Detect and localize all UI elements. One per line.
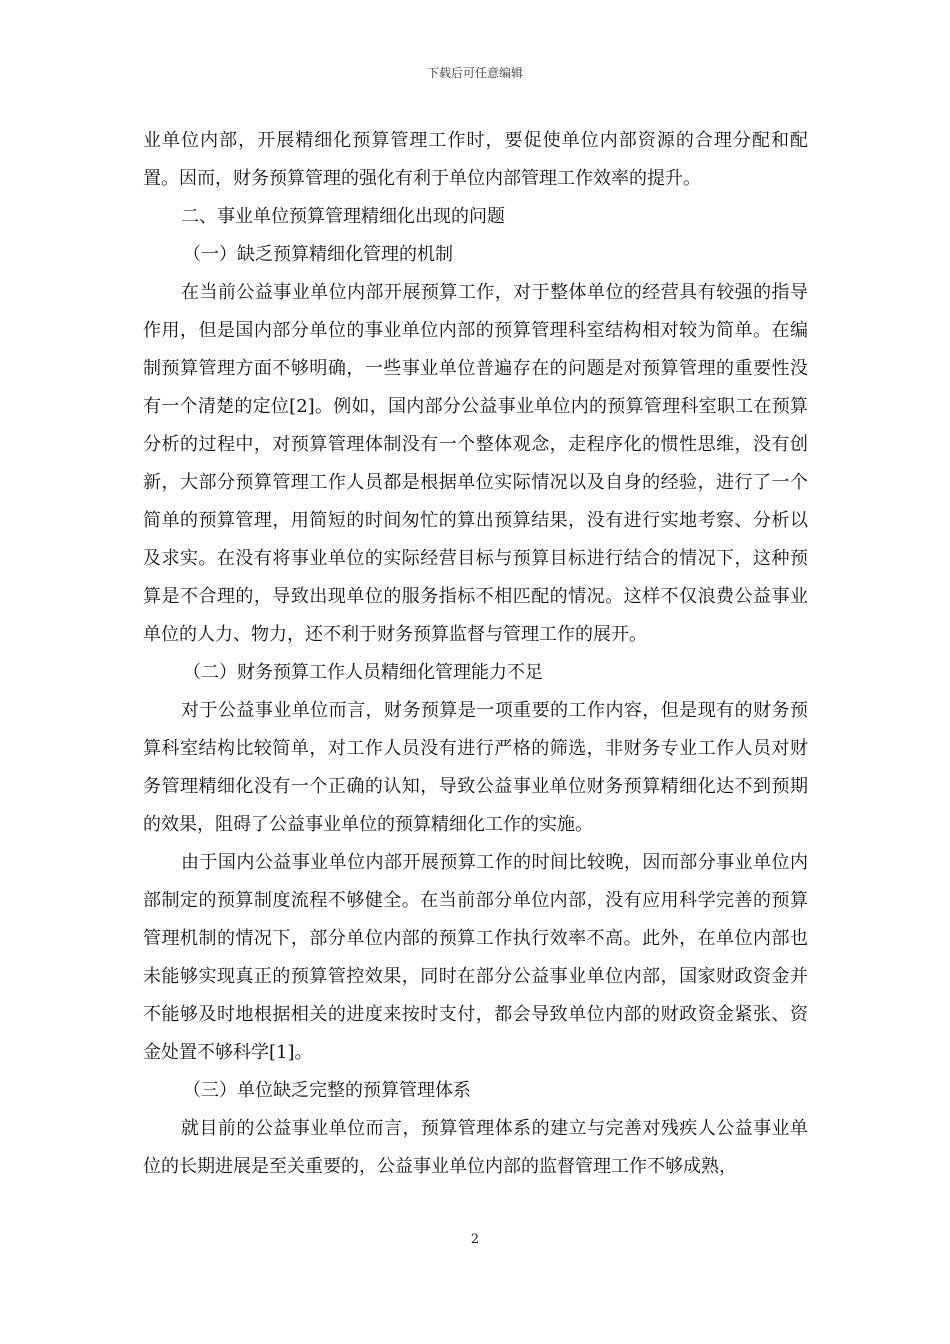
page-header: 下载后可任意编辑 (426, 66, 523, 80)
subsection-heading-2: （二）财务预算工作人员精细化管理能力不足 (183, 662, 543, 683)
paragraph-continuation: 业单位内部，开展精细化预算管理工作时，要促使单位内部资源的合理分配和配置。因而，财务预算管理的强化有利于单位内部管理工作效率的提升。 (143, 130, 808, 189)
paragraph-mechanism: 在当前公益事业单位内部开展预算工作，对于整体单位的经营具有较强的指导作用，但是国内部分单位的事业单位内部的预算管理科室结构相对较为简单。在编制预算管理方面不够明确，一些事业单位普遍存在的问题是对预算管理的重要性没有一个清楚的定位[2]。例如，国内部分公益事业单位内的预算管理科室职工在预算分析的过程中，对预算管理体制没有一个整体观念，走程序化的惯性思维，没有创新，大部分预算管理工作人员都是根据单位实际情况以及自身的经验，进行了一个简单的预算管理，用简短的时间匆忙的算出预算结果，没有进行实地考察、分析以及求实。在没有将事业单位的实际经营目标与预算目标进行结合的情况下，这种预算是不合理的，导致出现单位的服务指标不相匹配的情况。这样不仅浪费公益事业单位的人力、物力，还不利于财务预算监督与管理工作的展开。 (143, 282, 808, 645)
page-number: 2 (470, 1232, 480, 1247)
document-body (143, 122, 808, 1186)
subsection-heading-1: （一）缺乏预算精细化管理的机制 (183, 244, 453, 265)
paragraph-staff-ability: 对于公益事业单位而言，财务预算是一项重要的工作内容，但是现有的财务预算科室结构比较简单，对工作人员没有进行严格的筛选，非财务专业工作人员对财务管理精细化没有一个正确的认知，导致公益事业单位财务预算精细化达不到预期的效果，阻碍了公益事业单位的预算精细化工作的实施。 (143, 700, 808, 835)
subsection-heading-3: （三）单位缺乏完整的预算管理体系 (183, 1080, 471, 1101)
paragraph-budget-process: 由于国内公益事业单位内部开展预算工作的时间比较晚，因而部分事业单位内部制定的预算制度流程不够健全。在当前部分单位内部，没有应用科学完善的预算管理机制的情况下，部分单位内部的预算工作执行效率不高。此外，在单位内部也未能够实现真正的预算管控效果，同时在部分公益事业单位内部，国家财政资金并不能够及时地根据相关的进度来按时支付，都会导致单位内部的财政资金紧张、资金处置不够科学[1]。 (143, 852, 808, 1063)
section-heading: 二、事业单位预算管理精细化出现的问题 (181, 206, 505, 227)
paragraph-management-system: 就目前的公益事业单位而言，预算管理体系的建立与完善对残疾人公益事业单位的长期进展是至关重要的，公益事业单位内部的监督管理工作不够成熟， (143, 1118, 808, 1177)
